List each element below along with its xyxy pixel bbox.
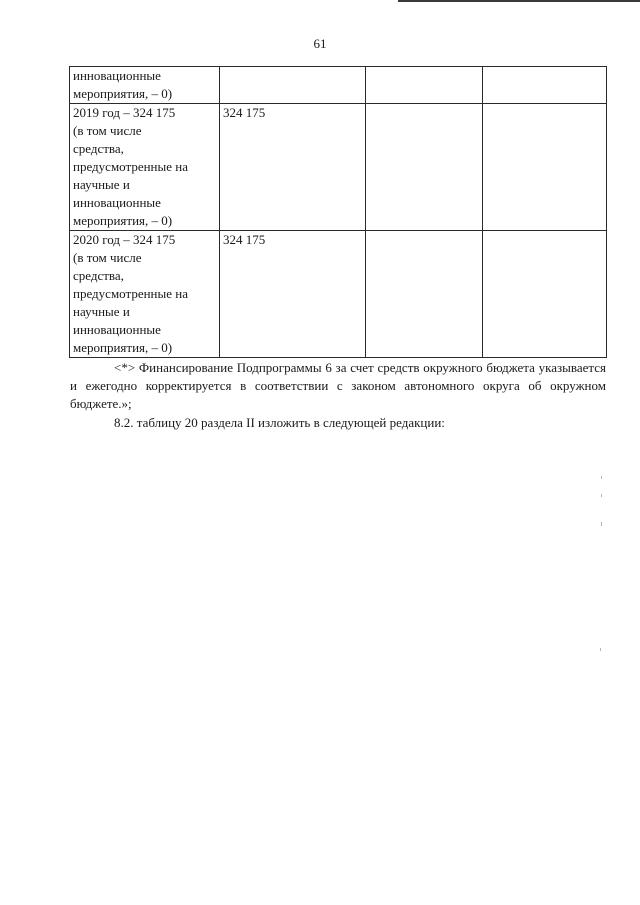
- scan-speck: [601, 522, 602, 526]
- table-row: [70, 231, 607, 358]
- table-cell-amount: [220, 67, 366, 104]
- table-row: [70, 104, 607, 231]
- table-row: [70, 67, 607, 104]
- scan-speck: [601, 494, 602, 497]
- table-cell-year: 2020 год – 324 175 (в том числе средства, предусмотренные на научные и инновационные мероприятия, – 0): [70, 231, 220, 358]
- table-cell-empty: [366, 67, 483, 104]
- table-cell-empty: [483, 231, 607, 358]
- instruction-paragraph: 8.2. таблицу 20 раздела II изложить в следующей редакции:: [114, 415, 445, 430]
- budget-table: [69, 66, 607, 358]
- page-number: 61: [313, 36, 327, 51]
- table-cell-empty: [366, 231, 483, 358]
- scan-speck: [600, 648, 601, 651]
- table-cell-amount: 324 175: [220, 104, 366, 231]
- table-cell-empty: [483, 104, 607, 231]
- table-cell-year: 2019 год – 324 175 (в том числе средства, предусмотренные на научные и инновационные мероприятия, – 0): [70, 104, 220, 231]
- top-edge-rule: [398, 0, 640, 2]
- table-cell-empty: [483, 67, 607, 104]
- scan-speck: [601, 476, 602, 479]
- footnote-text: <*> Финансирование Подпрограммы 6 за счет средств окружного бюджета указывается и ежегодно корректируется в соответствии с законом автономного округа об окружном бюджете.»;: [70, 360, 606, 411]
- table-cell-year: инновационные мероприятия, – 0): [70, 67, 220, 104]
- table-cell-empty: [366, 104, 483, 231]
- table-cell-amount: 324 175: [220, 231, 366, 358]
